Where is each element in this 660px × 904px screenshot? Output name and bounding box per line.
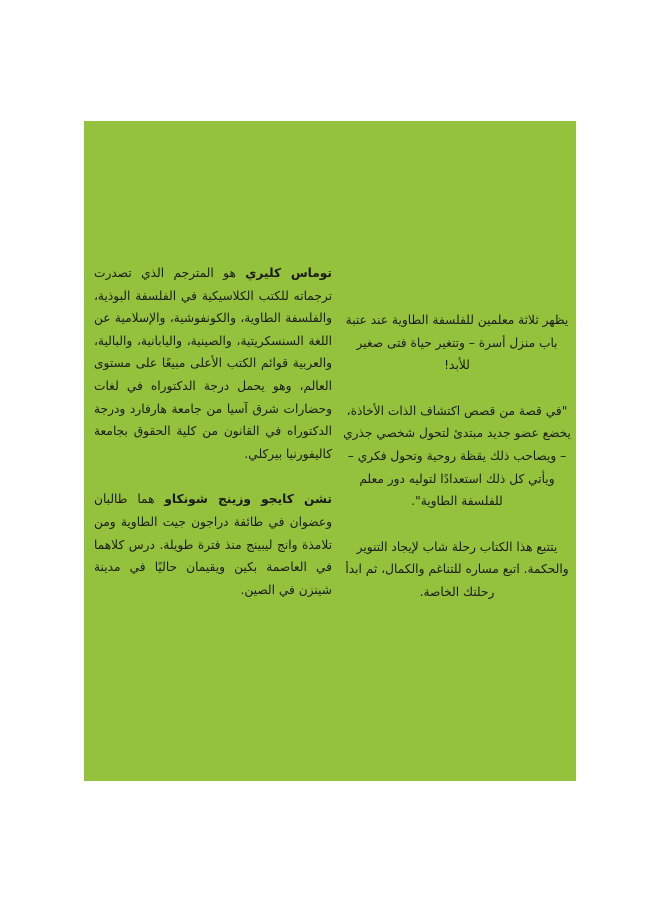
blurb-outro: يتتبع هذا الكتاب رحلة شاب لإيجاد التنوير والحكمة. اتبع مساره للتناغم والكمال، ثم ابدأ رحلتك الخاصة.	[345, 539, 569, 599]
blurb-intro: يظهر ثلاثة معلمين للفلسفة الطاوية عند عتبة باب منزل أسرة – وتتغير حياة فتى صغير للأبد!	[345, 313, 569, 373]
author-bio-chen-zeng-text: هما طالبان وعضوان في طائفة دراجون جيت الطاوية ومن تلامذة وانج ليبينج منذ فترة طويلة. درس كلاهما في العاصمة بكين ويقيمان حاليًا في مدينة شينزن في الصين.	[94, 492, 332, 597]
author-bio-cleary-text: هو المترجم الذي تصدرت ترجماته للكتب الكلاسيكية في الفلسفة البوذية، والفلسفة الطاوية، والكونفوشية، والإسلامية عن اللغة السنسكريتية، والصينية، واليابانية، والبالية، والعربية قوائم الكتب الأعلى مبيعًا على مستوى العالم، وهو يحمل درجة الدكتوراه في لغات وحضارات شرق آسيا من جامعة هارفارد ودرجة الدكتوراه في القانون من كلية الحقوق بجامعة كاليفورنيا بيركلي.	[94, 266, 332, 461]
author-bio-chen-zeng	[94, 488, 332, 601]
book-blurb-column	[342, 309, 572, 604]
author-bios-column	[94, 262, 332, 601]
author-name-cleary: توماس كليري	[245, 266, 332, 280]
author-bio-cleary	[94, 262, 332, 465]
author-name-chen-zeng: تشن كايجو وزينج شونكاو	[164, 492, 332, 507]
blurb-quote: "في قصة من قصص اكتشاف الذات الأخاذة، يخضع عضو جديد مبتدئ لتحول شخصي جذري – ويصاحب ذلك يقظة روحية وتحول فكري – ويأتي كل ذلك استعدادًا لتوليه دور معلم للفلسفة الطاوية".	[343, 403, 571, 509]
